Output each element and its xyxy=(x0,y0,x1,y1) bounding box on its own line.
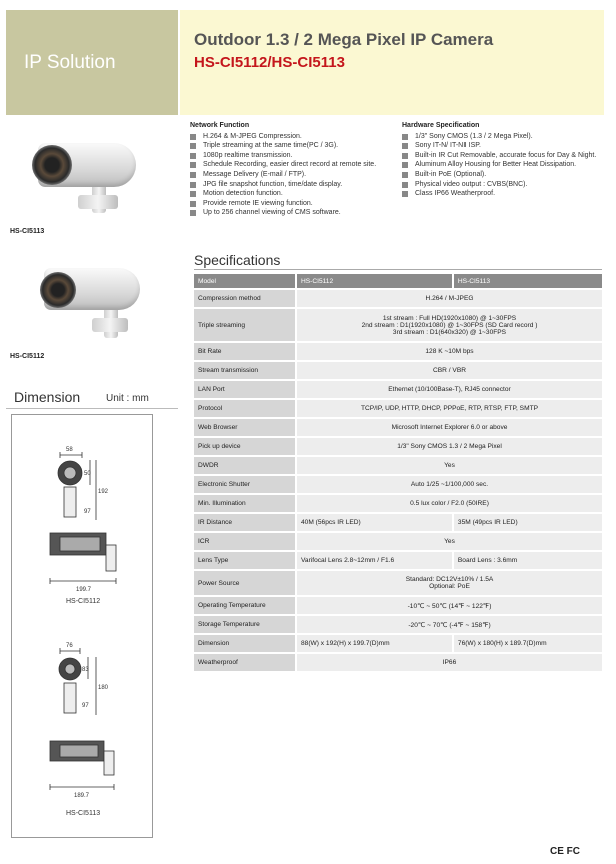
table-row xyxy=(194,635,602,652)
header-cell: HS-CI5112 xyxy=(295,274,452,288)
header-title-panel xyxy=(180,10,604,115)
specifications-table xyxy=(194,272,602,673)
row-value: 40M (56pcs IR LED) xyxy=(295,514,452,531)
product-photo-hs-ci5112 xyxy=(36,262,146,342)
table-row xyxy=(194,476,602,493)
list-item: Aluminum Alloy Housing for Better Heat Dissipation. xyxy=(402,160,602,170)
row-value-line: Optional: PoE xyxy=(429,583,470,590)
feature-heading: Network Function xyxy=(190,122,250,129)
row-value: Auto 1/25 ~1/100,000 sec. xyxy=(295,476,602,493)
page-title: Outdoor 1.3 / 2 Mega Pixel IP Camera xyxy=(194,30,494,49)
row-value: Varifocal Lens 2.8~12mm / F1.6 xyxy=(295,552,452,569)
row-value: Yes xyxy=(295,457,602,474)
list-item: H.264 & M-JPEG Compression. xyxy=(190,132,400,142)
list-item: Sony IT-N/ IT-NⅡ ISP. xyxy=(402,141,602,151)
table-row xyxy=(194,438,602,455)
dimension-label: 58 xyxy=(66,447,73,453)
table-row xyxy=(194,616,602,633)
section-label: IP Solution xyxy=(24,52,116,73)
header-section-panel xyxy=(6,10,178,115)
row-value: H.264 / M-JPEG xyxy=(295,290,602,307)
table-row xyxy=(194,571,602,595)
table-row xyxy=(194,290,602,307)
table-row xyxy=(194,419,602,436)
table-row xyxy=(194,381,602,398)
table-row xyxy=(194,343,602,360)
row-value: 0.5 lux color / F2.0 (50IRE) xyxy=(295,495,602,512)
table-row xyxy=(194,309,602,341)
row-value: Microsoft Internet Explorer 6.0 or above xyxy=(295,419,602,436)
product-photo-hs-ci5113 xyxy=(30,135,140,215)
dimension-label: 180 xyxy=(98,685,109,691)
row-value-line: 3rd stream : D1(640x320) @ 1~30FPS xyxy=(392,328,507,336)
table-row xyxy=(194,552,602,569)
row-value-line: 2nd stream : D1(1920x1080) @ 1~30FPS (SD Card record ) xyxy=(361,321,538,329)
hardware-spec-list xyxy=(402,121,602,199)
row-value xyxy=(295,571,602,595)
row-value: 1/3" Sony CMOS 1.3 / 2 Mega Pixel xyxy=(295,438,602,455)
row-label: Pick up device xyxy=(194,438,295,455)
table-row xyxy=(194,362,602,379)
row-label: DWDR xyxy=(194,457,295,474)
row-label: Operating Temperature xyxy=(194,597,295,614)
list-item: JPG file snapshot function, time/date display. xyxy=(190,180,400,190)
row-label: Bit Rate xyxy=(194,343,295,360)
header-cell: Model xyxy=(194,274,295,288)
row-label: Protocol xyxy=(194,400,295,417)
list-item: Motion detection function. xyxy=(190,189,400,199)
table-row xyxy=(194,495,602,512)
dimension-drawing-svg xyxy=(12,415,154,839)
list-item: Schedule Recording, easier direct record at remote site. xyxy=(190,160,400,170)
row-label: Triple streaming xyxy=(194,309,295,341)
divider xyxy=(194,269,602,270)
row-value: -10℃ ~ 50℃ (14℉ ~ 122℉) xyxy=(295,597,602,614)
list-item: Message Delivery (E-mail / FTP). xyxy=(190,170,400,180)
row-value-line: Standard: DC12V±10% / 1.5A xyxy=(405,576,494,583)
row-value: Board Lens : 3.6mm xyxy=(452,552,602,569)
divider xyxy=(6,408,178,409)
model-numbers: HS-CI5112/HS-CI5113 xyxy=(194,54,345,71)
row-value-line: 1st stream : Full HD(1920x1080) @ 1~30FPS xyxy=(382,314,517,322)
list-item: Physical video output : CVBS(BNC). xyxy=(402,180,602,190)
product-photo-caption: HS-CI5113 xyxy=(10,228,45,235)
dimension-drawings xyxy=(11,414,153,838)
dimension-label: 199.7 xyxy=(76,587,92,593)
table-row xyxy=(194,514,602,531)
row-value: Yes xyxy=(295,533,602,550)
row-label: Lens Type xyxy=(194,552,295,569)
list-item: Built-in PoE (Optional). xyxy=(402,170,602,180)
row-label: Storage Temperature xyxy=(194,616,295,633)
dimension-label: 76 xyxy=(66,643,73,649)
dimension-label: 97 xyxy=(84,509,91,515)
product-photo-caption: HS-CI5112 xyxy=(10,353,45,360)
table-row xyxy=(194,457,602,474)
table-row xyxy=(194,597,602,614)
row-value: 35M (49pcs IR LED) xyxy=(452,514,602,531)
row-value: IP66 xyxy=(295,654,602,671)
dimension-label: 189.7 xyxy=(74,793,90,799)
row-value: CBR / VBR xyxy=(295,362,602,379)
specifications-title: Specifications xyxy=(194,252,281,268)
dimension-label: 192 xyxy=(98,489,109,495)
certification-marks: CE FC xyxy=(550,846,580,857)
list-item: Triple streaming at the same time(PC / 3G). xyxy=(190,141,400,151)
row-label: Compression method xyxy=(194,290,295,307)
table-row xyxy=(194,400,602,417)
dimension-label: 50 xyxy=(84,471,91,477)
row-label: LAN Port xyxy=(194,381,295,398)
header-cell: HS-CI5113 xyxy=(452,274,602,288)
drawing-caption: HS-CI5112 xyxy=(66,598,101,605)
row-label: Web Browser xyxy=(194,419,295,436)
row-label: Weatherproof xyxy=(194,654,295,671)
list-item: 1080p realtime transmission. xyxy=(190,151,400,161)
network-function-list xyxy=(190,121,400,218)
dimension-label: 83 xyxy=(82,667,89,673)
feature-heading: Hardware Specification xyxy=(402,122,480,129)
list-item: Up to 256 channel viewing of CMS software. xyxy=(190,208,400,218)
row-label: ICR xyxy=(194,533,295,550)
row-value: 76(W) x 180(H) x 189.7(D)mm xyxy=(452,635,602,652)
row-value: 128 K ~10M bps xyxy=(295,343,602,360)
dimension-label: 97 xyxy=(82,703,89,709)
dimension-title: Dimension xyxy=(14,389,81,405)
drawing-caption: HS-CI5113 xyxy=(66,810,101,817)
row-value xyxy=(295,309,602,341)
list-item: Class IP66 Weatherproof. xyxy=(402,189,602,199)
row-label: Electronic Shutter xyxy=(194,476,295,493)
row-label: Dimension xyxy=(194,635,295,652)
row-label: IR Distance xyxy=(194,514,295,531)
row-value: 88(W) x 192(H) x 199.7(D)mm xyxy=(295,635,452,652)
row-label: Min. Illumination xyxy=(194,495,295,512)
row-label: Power Source xyxy=(194,571,295,595)
list-item: Built-in IR Cut Removable, accurate focus for Day & Night. xyxy=(402,151,602,161)
table-row xyxy=(194,533,602,550)
row-value: Ethernet (10/100Base-T), RJ45 connector xyxy=(295,381,602,398)
list-item: Provide remote IE viewing function. xyxy=(190,199,400,209)
table-header-row xyxy=(194,274,602,288)
row-value: TCP/IP, UDP, HTTP, DHCP, PPPoE, RTP, RTSP, FTP, SMTP xyxy=(295,400,602,417)
row-value: -20℃ ~ 70℃ (-4℉ ~ 158℉) xyxy=(295,616,602,633)
row-label: Stream transmission xyxy=(194,362,295,379)
table-row xyxy=(194,654,602,671)
list-item: 1/3" Sony CMOS (1.3 / 2 Mega Pixel). xyxy=(402,132,602,142)
dimension-unit: Unit : mm xyxy=(106,393,149,404)
